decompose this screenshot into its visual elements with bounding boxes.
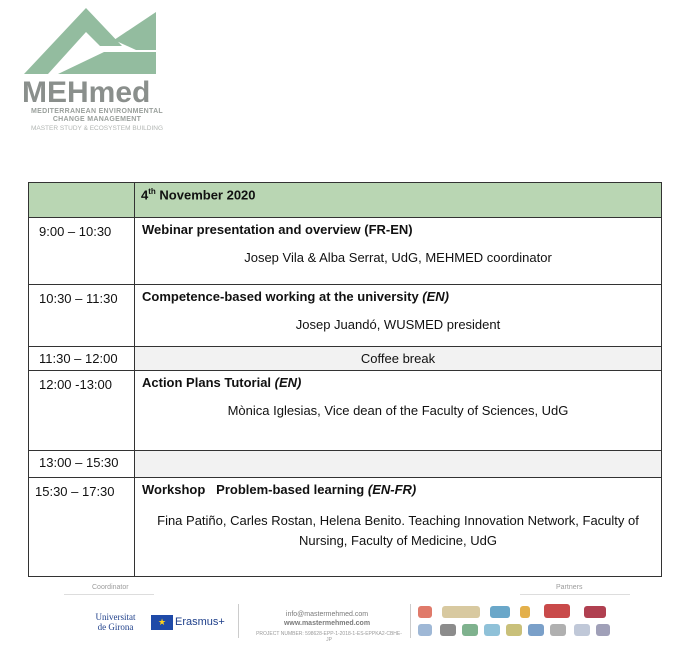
partner-logo-icon bbox=[544, 604, 570, 618]
partner-logo-icon bbox=[442, 606, 480, 618]
footer-divider bbox=[520, 594, 630, 595]
footer-divider bbox=[64, 594, 154, 595]
session-time: 10:30 – 11:30 bbox=[39, 291, 118, 306]
erasmus-logo: Erasmus+ bbox=[175, 616, 225, 628]
partner-logo-icon bbox=[574, 624, 590, 636]
partner-logo-icon bbox=[596, 624, 610, 636]
partner-logo-icon bbox=[462, 624, 478, 636]
logo-line-3: MASTER STUDY & ECOSYSTEM BUILDING bbox=[30, 125, 164, 132]
break-row bbox=[29, 347, 662, 371]
schedule-row bbox=[29, 371, 662, 451]
coordinator-label: Coordinator bbox=[92, 584, 129, 591]
header-empty-cell bbox=[29, 183, 135, 218]
partner-logo-icon bbox=[528, 624, 544, 636]
partners-label: Partners bbox=[556, 584, 583, 591]
session-time: 15:30 – 17:30 bbox=[35, 484, 115, 499]
date-month-year: November 2020 bbox=[155, 187, 256, 203]
logo-wordmark: MEHmed bbox=[22, 76, 151, 109]
schedule-row bbox=[29, 218, 662, 285]
session-title: Action Plans Tutorial (EN) bbox=[142, 375, 302, 390]
partner-logo-icon bbox=[418, 606, 432, 618]
session-speaker: Mònica Iglesias, Vice dean of the Faculty of Sciences, UdG bbox=[227, 403, 569, 418]
session-time: 9:00 – 10:30 bbox=[39, 224, 112, 239]
date-day: 4 bbox=[141, 187, 149, 203]
session-speaker: Josep Juandó, WUSMED president bbox=[295, 317, 501, 332]
partner-logo-icon bbox=[440, 624, 456, 636]
contact-website[interactable]: www.mastermehmed.com bbox=[283, 620, 371, 627]
coffee-break-label: Coffee break bbox=[135, 347, 662, 371]
universitat-girona-logo: Universitat de Girona bbox=[95, 612, 136, 632]
footer-contact bbox=[262, 610, 392, 628]
mehmed-logo bbox=[18, 6, 168, 136]
session-time: 11:30 – 12:00 bbox=[39, 351, 118, 366]
footer-separator bbox=[238, 604, 239, 638]
session-speaker: Josep Vila & Alba Serrat, UdG, MEHMED coordinator bbox=[244, 250, 552, 265]
session-speaker: Fina Patiño, Carles Rostan, Helena Benito. Teaching Innovation Network, Faculty of Nursing, Faculty of Medicine, UdG bbox=[157, 513, 639, 548]
partner-logo-icon bbox=[484, 624, 500, 636]
schedule-header-row bbox=[29, 183, 662, 218]
contact-email[interactable]: info@mastermehmed.com bbox=[285, 611, 369, 618]
empty-session-cell bbox=[135, 451, 662, 478]
schedule-date bbox=[135, 183, 662, 218]
eu-flag-icon: ★ bbox=[151, 615, 173, 630]
logo-line-2: CHANGE MANAGEMENT bbox=[52, 116, 142, 123]
partner-logo-icon bbox=[506, 624, 522, 636]
date-suffix: th bbox=[148, 187, 156, 196]
partner-logo-icon bbox=[584, 606, 606, 618]
partner-logo-icon bbox=[520, 606, 530, 618]
project-number: PROJECT NUMBER: 598628-EPP-1-2018-1-ES-EPPKA2-CBHE-JP bbox=[256, 631, 402, 643]
schedule-table bbox=[28, 182, 662, 577]
session-title: Competence-based working at the university (EN) bbox=[142, 289, 450, 304]
session-title: Workshop Problem-based learning (EN-FR) bbox=[142, 482, 417, 497]
session-time: 12:00 -13:00 bbox=[39, 377, 113, 392]
partner-logo-icon bbox=[550, 624, 566, 636]
mountain-logo-icon bbox=[18, 6, 168, 81]
logo-line-1: MEDITERRANEAN ENVIRONMENTAL bbox=[30, 108, 164, 115]
partner-logo-icon bbox=[490, 606, 510, 618]
schedule-row bbox=[29, 451, 662, 478]
schedule-row bbox=[29, 478, 662, 577]
footer-separator bbox=[410, 604, 411, 638]
session-time: 13:00 – 15:30 bbox=[39, 455, 119, 470]
session-title: Webinar presentation and overview (FR-EN) bbox=[142, 222, 413, 237]
partner-logo-icon bbox=[418, 624, 432, 636]
schedule-row bbox=[29, 285, 662, 347]
